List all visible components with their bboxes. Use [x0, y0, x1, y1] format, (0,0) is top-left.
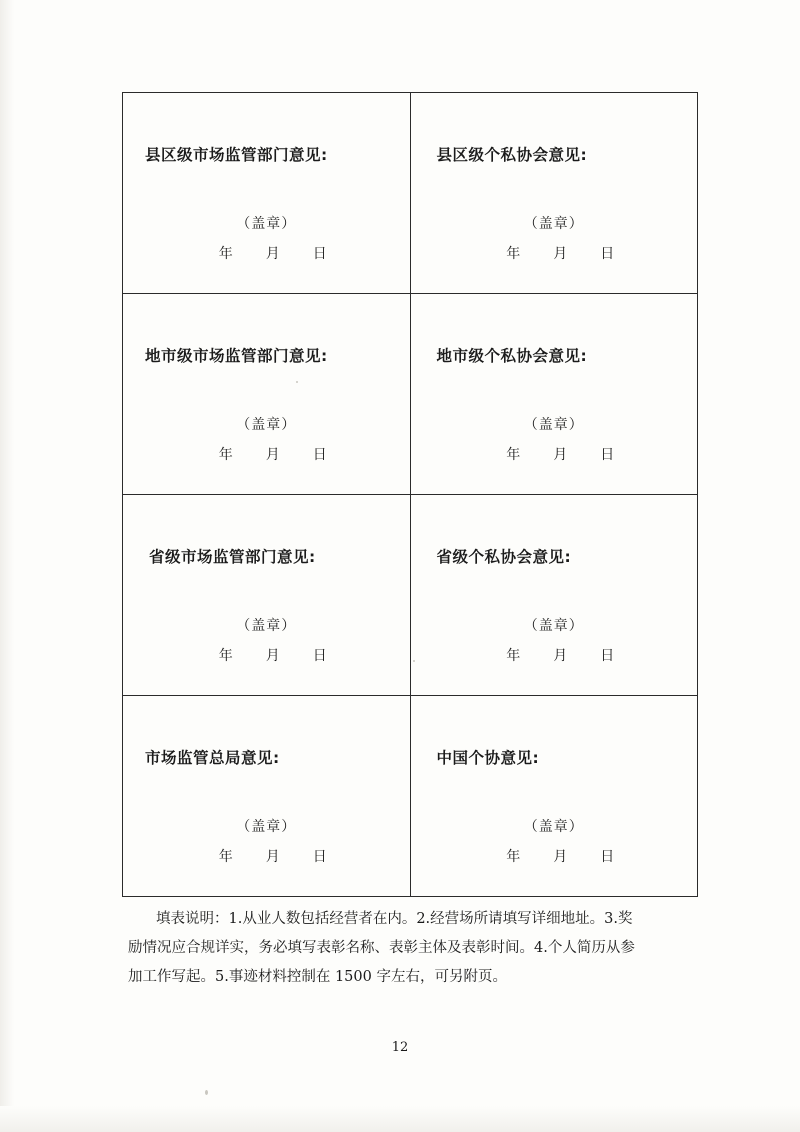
date-month: 月: [265, 648, 281, 664]
opinion-cell-county-private-association[interactable]: [410, 93, 698, 294]
date-year: 年: [218, 447, 234, 463]
scan-edge-bottom: [0, 1106, 800, 1132]
date-day: 日: [312, 246, 328, 262]
date-line: [411, 846, 698, 866]
opinion-cell-china-private-association[interactable]: [410, 696, 698, 897]
approval-opinions-table: [122, 92, 698, 897]
seal-label: （盖章）: [523, 216, 584, 232]
seal-label: （盖章）: [236, 819, 297, 835]
date-line: [123, 444, 410, 464]
date-year: 年: [506, 849, 522, 865]
date-line: [411, 444, 698, 464]
date-month: 月: [265, 246, 281, 262]
date-line: [123, 243, 410, 263]
cell-title: 省级市场监管部门意见:: [149, 548, 316, 566]
cell-title: 地市级市场监管部门意见:: [145, 347, 328, 365]
opinion-cell-city-market-supervision[interactable]: [123, 294, 411, 495]
date-year: 年: [218, 849, 234, 865]
page-number: 12: [391, 1040, 409, 1055]
date-month: 月: [553, 447, 569, 463]
seal-label: （盖章）: [236, 618, 297, 634]
opinion-cell-national-market-supervision[interactable]: [123, 696, 411, 897]
date-day: 日: [600, 447, 616, 463]
opinion-cell-city-private-association[interactable]: [410, 294, 698, 495]
cell-title: 地市级个私协会意见:: [436, 347, 588, 365]
date-month: 月: [553, 246, 569, 262]
date-month: 月: [553, 648, 569, 664]
table-row: [123, 696, 698, 897]
scan-speck: [205, 1090, 208, 1095]
cell-title: 中国个协意见:: [436, 749, 540, 767]
cell-title: 县区级市场监管部门意见:: [145, 146, 328, 164]
date-line: [411, 645, 698, 665]
cell-title: 省级个私协会意见:: [436, 548, 572, 566]
date-day: 日: [312, 648, 328, 664]
seal-label: （盖章）: [236, 216, 297, 232]
date-month: 月: [553, 849, 569, 865]
seal-label: （盖章）: [523, 618, 584, 634]
seal-label: （盖章）: [236, 417, 297, 433]
date-line: [123, 846, 410, 866]
table-row: [123, 93, 698, 294]
date-day: 日: [600, 246, 616, 262]
cell-title: 县区级个私协会意见:: [436, 146, 588, 164]
instructions-line-2: 励情况应合规详实，务必填写表彰名称、表彰主体及表彰时间。4.个人简历从参: [128, 940, 635, 956]
date-line: [411, 243, 698, 263]
instructions-line-1: 填表说明：1.从业人数包括经营者在内。2.经营场所请填写详细地址。3.奖: [156, 911, 633, 927]
date-year: 年: [218, 648, 234, 664]
date-year: 年: [218, 246, 234, 262]
date-line: [123, 645, 410, 665]
seal-label: （盖章）: [523, 819, 584, 835]
date-month: 月: [265, 447, 281, 463]
opinion-cell-county-market-supervision[interactable]: [123, 93, 411, 294]
instructions-line-3: 加工作写起。5.事迹材料控制在 1500 字左右，可另附页。: [128, 969, 507, 985]
date-day: 日: [312, 849, 328, 865]
form-instructions: [128, 905, 696, 992]
date-year: 年: [506, 648, 522, 664]
date-year: 年: [506, 246, 522, 262]
table-row: [123, 495, 698, 696]
date-day: 日: [600, 648, 616, 664]
table-row: [123, 294, 698, 495]
scan-edge-left: [0, 0, 14, 1132]
date-day: 日: [600, 849, 616, 865]
opinion-cell-province-private-association[interactable]: [410, 495, 698, 696]
opinion-cell-province-market-supervision[interactable]: [123, 495, 411, 696]
date-day: 日: [312, 447, 328, 463]
cell-title: 市场监管总局意见:: [145, 749, 280, 767]
date-month: 月: [265, 849, 281, 865]
seal-label: （盖章）: [523, 417, 584, 433]
date-year: 年: [506, 447, 522, 463]
